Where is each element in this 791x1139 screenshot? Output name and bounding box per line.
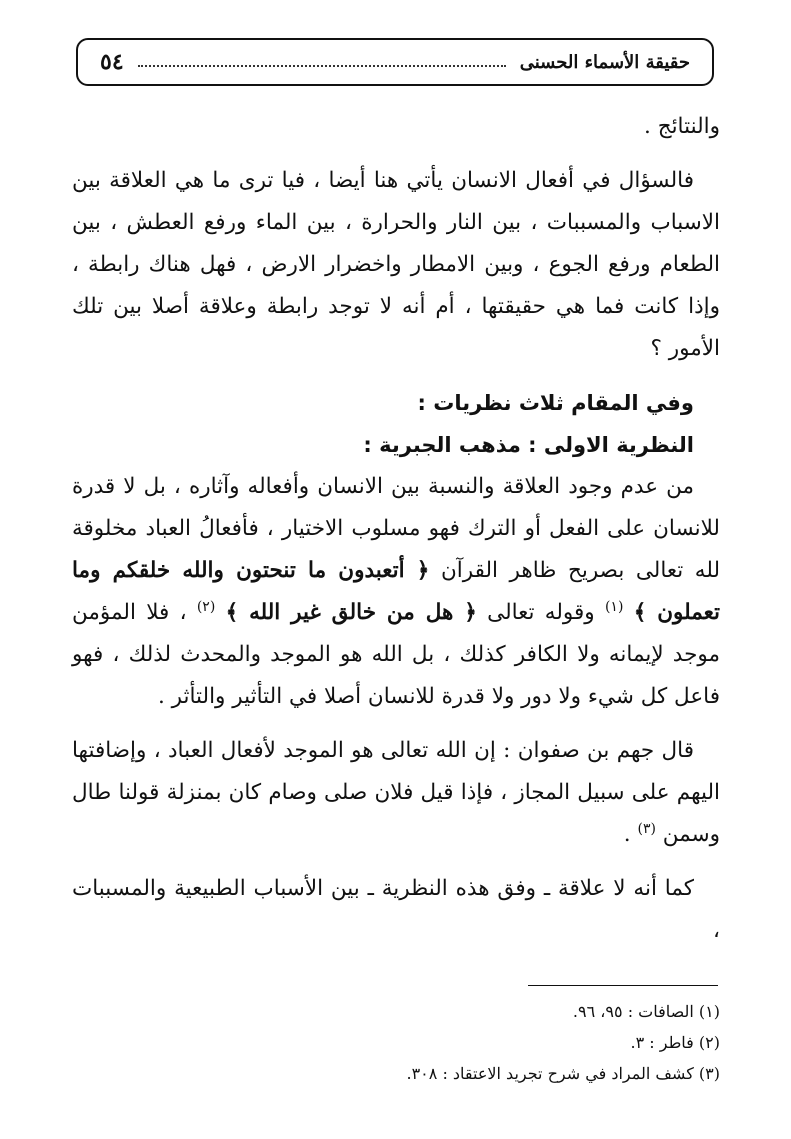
paragraph-text: . — [623, 822, 631, 847]
main-text — [72, 106, 720, 952]
paragraph-continuation: والنتائج . — [644, 114, 720, 139]
header-dot-leader — [138, 65, 506, 67]
quran-quote: ﴿ أتعبدون ما تنحتون والله خلقكم وما تعملون ﴾ — [72, 558, 721, 625]
footnote: (٢) فاطر : ٣. — [630, 1033, 720, 1052]
paragraph — [72, 730, 720, 856]
subsection-heading: النظرية الاولى : مذهب الجبرية : — [363, 433, 694, 457]
book-title: حقيقة الأسماء الحسنى — [519, 51, 690, 73]
paragraph — [72, 466, 720, 718]
footnotes — [72, 996, 720, 1089]
footnote: (٣) كشف المراد في شرح تجريد الاعتقاد : ٣٠٨. — [406, 1064, 720, 1083]
footnote-ref[interactable]: (٢) — [196, 598, 216, 615]
footnote-ref[interactable]: (١) — [604, 598, 624, 615]
paragraph-text: ، فلا المؤمن موجد لإيمانه ولا الكافر كذلك ، بل الله هو الموجد والمحدث لذلك ، فهو فاعل كل شيء ولا دور ولا قدرة للانسان أصلا في التأثير والتأثر . — [72, 600, 720, 709]
paragraph: كما أنه لا علاقة ـ وفق هذه النظرية ـ بين الأسباب الطبيعية والمسببات ، — [72, 876, 720, 943]
paragraph: فالسؤال في أفعال الانسان يأتي هنا أيضا ، فيا ترى ما هي العلاقة بين الاسباب والمسببات ، بين النار والحرارة ، بين الماء ورفع العطش ، بين الطعام ورفع الجوع ، وبين الامطار واخضرار الارض ، فهل هناك رابطة ، وإذا كانت فما هي حقيقتها ، أم أنه لا توجد رابطة وعلاقة أصلا بين تلك الأمور ؟ — [72, 168, 720, 361]
paragraph-text: وقوله تعالى — [487, 600, 595, 625]
paragraph-text: قال جهم بن صفوان : إن الله تعالى هو الموجد لأفعال العباد ، وإضافتها اليهم على سبيل المجاز ، فإذا قيل فلان صلى وصام كان بمنزلة قولنا طال وسمن — [72, 738, 720, 847]
quran-quote: ﴿ هل من خالق غير الله ﴾ — [225, 600, 477, 625]
footnote-divider — [528, 985, 718, 986]
page-number: ٥٤ — [100, 49, 124, 75]
footnote: (١) الصافات : ٩٥، ٩٦. — [572, 1002, 720, 1021]
footnote-ref[interactable]: (٣) — [637, 820, 656, 837]
paragraph-text: من عدم وجود العلاقة والنسبة بين الانسان وأفعاله وآثاره ، بل لا قدرة للانسان على الفعل أو الترك فهو مسلوب الاختيار ، فأفعالُ العباد مخلوقة لله تعالى بصريح ظاهر القرآن — [72, 474, 720, 583]
section-heading: وفي المقام ثلاث نظريات : — [417, 391, 694, 415]
running-header — [76, 38, 714, 86]
